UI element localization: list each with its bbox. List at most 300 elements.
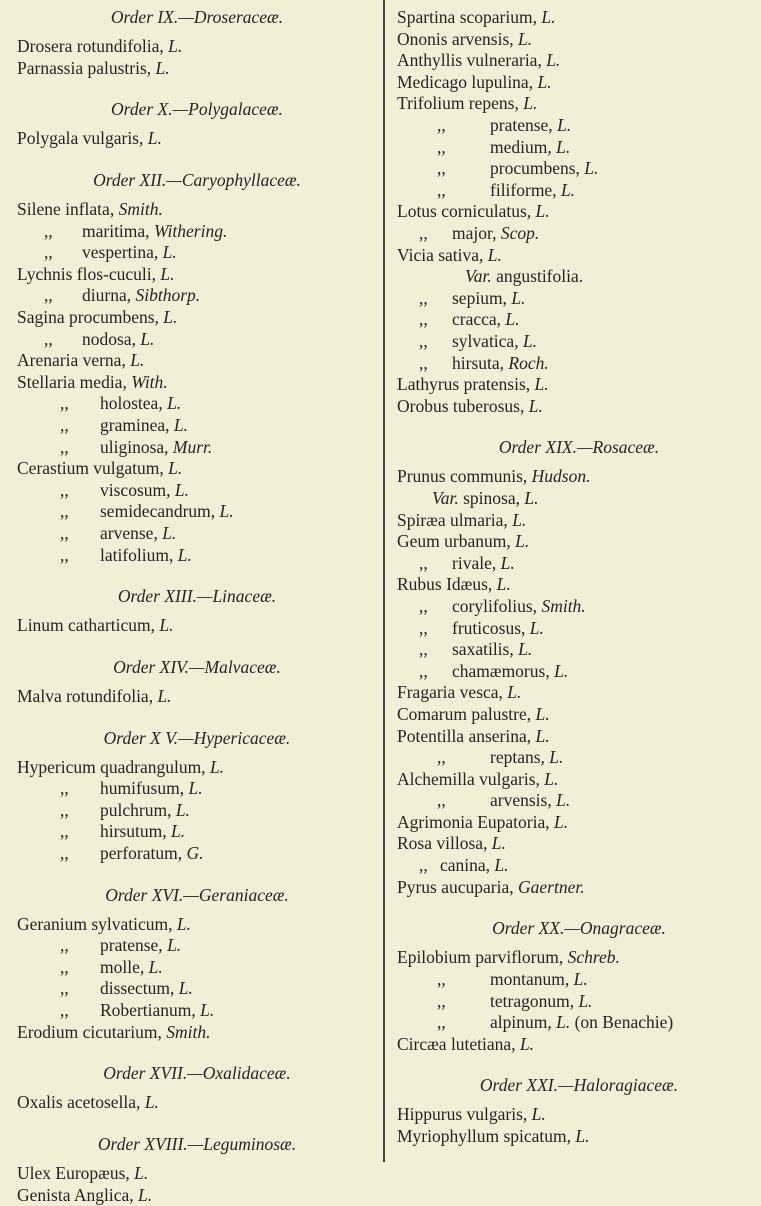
authority: L.	[175, 799, 190, 820]
authority: L.	[557, 114, 572, 135]
right-column	[397, 7, 761, 1148]
species-name: hirsuta,	[452, 352, 509, 373]
entry-text	[397, 877, 585, 897]
authority: L.	[494, 855, 509, 876]
species-name: Geum urbanum,	[397, 531, 516, 552]
ditto-mark: ,,	[44, 285, 53, 306]
species-entry	[397, 947, 761, 969]
species-entry	[397, 682, 761, 704]
species-entry	[17, 800, 377, 822]
species-name: Lotus corniculatus,	[397, 201, 536, 222]
species-name: Silene inflata,	[17, 199, 119, 220]
species-name: maritima,	[82, 220, 154, 241]
ditto-mark: ,,	[60, 1000, 69, 1021]
species-entry	[17, 1163, 377, 1185]
species-name: procumbens,	[490, 158, 585, 179]
species-entry	[397, 969, 761, 991]
authority: L.	[200, 1000, 215, 1021]
entry-text	[397, 1034, 534, 1054]
entry-text	[397, 704, 550, 724]
species-entry	[397, 93, 761, 115]
entry-text	[397, 72, 552, 92]
species-entry	[17, 978, 377, 1000]
entry-text	[397, 553, 515, 573]
species-name: diurna,	[82, 285, 136, 306]
species-entry	[397, 790, 761, 812]
species-name: Medicago lupulina,	[397, 71, 538, 92]
order-heading: Order X V.—Hypericaceæ.	[103, 727, 291, 748]
entry-text	[397, 137, 570, 157]
entry-text	[432, 488, 538, 508]
ditto-mark: ,,	[419, 222, 428, 243]
authority: L.	[487, 244, 502, 265]
ditto-mark: ,,	[437, 158, 446, 179]
species-entry	[17, 372, 377, 394]
ditto-mark: ,,	[419, 595, 428, 616]
species-entry	[397, 180, 761, 202]
entry-text	[17, 36, 182, 56]
species-entry	[17, 393, 377, 415]
authority: L.	[537, 71, 552, 92]
entry-text	[17, 1092, 159, 1112]
species-name: tetragonum,	[490, 990, 579, 1011]
entry-text	[17, 480, 189, 500]
species-name: Spiræa ulmaria,	[397, 509, 513, 530]
authority: L.	[159, 615, 174, 636]
species-entry	[397, 137, 761, 159]
column-divider	[383, 0, 385, 1162]
species-name: Hippurus vulgaris,	[397, 1104, 532, 1125]
species-name: Myriophyllum spicatum,	[397, 1126, 576, 1146]
species-name: Pyrus aucuparia,	[397, 876, 519, 897]
authority: L.	[529, 617, 544, 638]
entry-text	[397, 769, 558, 789]
entry-text	[17, 800, 190, 820]
authority: Hudson.	[531, 466, 591, 487]
species-entry	[17, 1022, 377, 1044]
species-name: arvense,	[100, 522, 163, 543]
species-name: Robertianum,	[100, 1000, 201, 1021]
entry-text	[17, 545, 192, 565]
species-entry	[397, 812, 761, 834]
authority: Scop.	[500, 222, 540, 243]
ditto-mark: ,,	[60, 935, 69, 956]
species-name: Rubus Idæus,	[397, 574, 497, 595]
species-name: graminea,	[100, 415, 174, 435]
authority: Smith.	[166, 1021, 211, 1042]
entry-text	[397, 93, 537, 113]
authority: L.	[560, 179, 576, 200]
entry-text	[397, 726, 550, 746]
species-entry	[397, 726, 761, 748]
species-name: Comarum palustre,	[397, 703, 536, 724]
entry-text	[17, 821, 185, 841]
authority: L.	[544, 768, 559, 789]
authority: L.	[553, 811, 569, 832]
ditto-mark: ,,	[437, 747, 446, 768]
species-name: Malva rotundifolia,	[17, 685, 158, 706]
order-heading: Order XIII.—Linaceæ.	[117, 586, 277, 607]
order-heading: Order XIV.—Malvaceæ.	[113, 656, 281, 677]
order-heading: Order XVII.—Oxalidaceæ.	[103, 1063, 291, 1084]
species-entry	[397, 488, 761, 510]
entry-text	[397, 991, 593, 1011]
species-entry	[397, 1104, 761, 1126]
species-name: Polygala vulgaris,	[17, 128, 148, 149]
ditto-mark: ,,	[60, 393, 69, 414]
authority: L.	[507, 682, 522, 703]
entry-text	[17, 307, 177, 327]
ditto-mark: ,,	[437, 114, 446, 135]
authority: With.	[131, 371, 168, 392]
entry-text	[17, 58, 170, 78]
ditto-mark: ,,	[437, 136, 446, 157]
species-name: Stellaria media,	[17, 371, 132, 392]
entry-text	[397, 466, 591, 486]
species-name: Oxalis acetosella,	[17, 1092, 145, 1113]
authority: L.	[535, 201, 550, 222]
species-name: semidecandrum,	[100, 501, 220, 522]
order-heading: Order XXI.—Haloragiaceæ.	[479, 1075, 679, 1096]
species-name: Lathyrus pratensis,	[397, 374, 535, 395]
authority: L.	[176, 913, 192, 934]
entry-text	[397, 115, 571, 135]
species-entry	[17, 437, 377, 459]
species-name: sepium,	[452, 287, 512, 308]
authority: L.	[173, 415, 188, 435]
species-entry	[397, 1012, 761, 1034]
authority: L.	[573, 968, 588, 989]
ditto-mark: ,,	[60, 415, 69, 435]
authority: L.	[512, 509, 527, 530]
species-entry	[17, 1185, 377, 1206]
species-name: Epilobium parviflorum,	[397, 947, 568, 968]
species-name: holostea,	[100, 393, 168, 414]
species-entry	[17, 285, 377, 307]
species-name: Vicia sativa,	[397, 244, 488, 265]
entry-text	[17, 1185, 152, 1205]
entry-text	[397, 50, 560, 70]
entry-text	[17, 957, 163, 977]
species-entry	[397, 288, 761, 310]
species-entry	[397, 618, 761, 640]
species-name: saxatilis,	[452, 639, 519, 660]
species-name: humifusum,	[100, 778, 189, 799]
authority: L.	[168, 458, 183, 479]
species-entry	[397, 353, 761, 375]
entry-text	[397, 309, 520, 329]
entry-text	[17, 393, 181, 413]
authority: L.	[162, 522, 177, 543]
entry-text	[397, 331, 537, 351]
species-entry	[17, 36, 377, 58]
species-entry	[17, 778, 377, 800]
entry-text	[17, 437, 212, 457]
authority: L.	[134, 1163, 149, 1184]
ditto-mark: ,,	[437, 1012, 446, 1033]
ditto-mark: ,,	[419, 330, 428, 351]
species-entry	[17, 242, 377, 264]
authority: L.	[496, 574, 511, 595]
authority: G.	[186, 843, 204, 863]
entry-text	[17, 372, 168, 392]
species-name: Alchemilla vulgaris,	[397, 768, 545, 789]
species-entry	[397, 158, 761, 180]
species-name: Arenaria verna,	[17, 350, 131, 371]
species-name: Hypericum quadrangulum,	[17, 756, 210, 777]
species-entry	[17, 501, 377, 523]
authority: L.	[174, 479, 189, 500]
authority: L.	[155, 57, 170, 78]
authority: L.	[500, 552, 515, 573]
authority: L.	[167, 393, 182, 414]
authority: Withering.	[153, 220, 228, 241]
entry-text	[17, 843, 204, 863]
authority: L.	[178, 978, 193, 999]
species-entry	[397, 374, 761, 396]
entry-text	[397, 574, 511, 594]
authority: L.	[554, 660, 569, 681]
species-entry	[397, 833, 761, 855]
authority: L.	[130, 350, 145, 371]
species-entry	[397, 596, 761, 618]
authority: L.	[162, 242, 177, 263]
authority: Sibthorp.	[135, 285, 201, 306]
entry-text	[17, 501, 234, 521]
ditto-mark: ,,	[437, 790, 446, 811]
authority: L.	[524, 487, 539, 508]
species-entry	[397, 331, 761, 353]
entry-text	[17, 1163, 148, 1183]
species-name: Trifolium repens,	[397, 93, 524, 114]
species-name: pulchrum,	[100, 799, 176, 820]
left-column	[17, 7, 377, 1206]
species-entry	[397, 466, 761, 488]
entry-text	[397, 747, 563, 767]
entry-text	[397, 855, 509, 875]
species-name: arvensis,	[490, 790, 557, 811]
species-entry	[397, 223, 761, 245]
species-name: viscosum,	[100, 479, 175, 500]
entry-text	[17, 914, 191, 934]
species-name: Agrimonia Eupatoria,	[397, 811, 554, 832]
entry-text	[397, 682, 521, 702]
entry-text	[17, 615, 174, 635]
species-entry	[17, 935, 377, 957]
entry-text	[17, 128, 162, 148]
entry-text	[17, 199, 163, 219]
authority: L.	[148, 956, 163, 977]
entry-text	[17, 242, 177, 262]
authority: L.	[519, 1033, 535, 1054]
authority: L.	[531, 1104, 546, 1125]
species-entry	[397, 747, 761, 769]
species-entry	[17, 458, 377, 480]
entry-text	[397, 7, 555, 27]
species-entry	[397, 266, 761, 288]
ditto-mark: ,,	[60, 821, 69, 842]
ditto-mark: ,,	[60, 778, 69, 799]
species-entry	[17, 757, 377, 779]
entry-text	[17, 1022, 210, 1042]
order-heading: Order X.—Polygalaceæ.	[111, 99, 283, 120]
entry-text	[17, 523, 176, 543]
authority: Smith.	[541, 595, 586, 616]
species-entry	[17, 843, 377, 865]
authority: Gaertner.	[518, 876, 585, 897]
authority: L.	[549, 747, 564, 768]
species-entry	[397, 639, 761, 661]
entry-text	[397, 1126, 590, 1146]
entry-text	[17, 978, 193, 998]
species-name: fruticosus,	[452, 617, 530, 638]
authority: L.	[518, 28, 533, 49]
ditto-mark: ,,	[60, 501, 69, 522]
authority: Murr.	[172, 436, 213, 457]
species-name: alpinum,	[490, 1012, 557, 1033]
species-name: dissectum,	[100, 978, 179, 999]
entry-text	[397, 790, 570, 810]
species-name: Orobus tuberosus,	[397, 395, 529, 416]
authority: L.	[163, 307, 178, 328]
authority: Roch.	[508, 352, 549, 373]
species-entry	[17, 1092, 377, 1114]
species-name: vespertina,	[82, 242, 163, 263]
entry-text	[397, 288, 525, 308]
species-name: hirsutum,	[100, 821, 171, 842]
species-name: Drosera rotundifolia,	[17, 36, 169, 57]
ditto-mark: ,,	[60, 544, 69, 565]
species-name: Prunus communis,	[397, 466, 532, 487]
entry-text	[17, 1000, 214, 1020]
species-entry	[397, 510, 761, 532]
authority: L.	[160, 263, 175, 284]
authority: L.	[541, 7, 556, 27]
ditto-mark: ,,	[419, 309, 428, 330]
entry-text	[397, 158, 598, 178]
entry-text	[17, 329, 154, 349]
species-entry	[17, 307, 377, 329]
entry-text	[397, 396, 543, 416]
ditto-mark: ,,	[419, 352, 428, 373]
species-name: Genista Anglica,	[17, 1184, 139, 1205]
entry-text	[17, 264, 175, 284]
species-entry	[397, 553, 761, 575]
species-entry	[397, 115, 761, 137]
authority: L.	[584, 158, 599, 179]
species-entry	[397, 245, 761, 267]
order-heading: Order XIX.—Rosaceæ.	[498, 437, 660, 458]
species-name: Anthyllis vulneraria,	[397, 50, 547, 71]
order-heading: Order IX.—Droseraceæ.	[110, 7, 284, 27]
ditto-mark: ,,	[60, 799, 69, 820]
authority: L.	[147, 128, 162, 149]
species-name: Parnassia palustris,	[17, 57, 156, 78]
species-entry	[397, 309, 761, 331]
order-heading: Order XVIII.—Leguminosæ.	[97, 1133, 297, 1154]
species-entry	[17, 415, 377, 437]
species-entry	[17, 686, 377, 708]
authority: L.	[522, 330, 538, 351]
authority: L.	[578, 990, 593, 1011]
authority: L.	[167, 935, 182, 956]
species-entry	[17, 957, 377, 979]
species-entry	[397, 72, 761, 94]
species-name: Lychnis flos-cuculi,	[17, 263, 161, 284]
ditto-mark: ,,	[44, 220, 53, 241]
species-entry	[397, 7, 761, 29]
species-name: Sagina procumbens,	[17, 307, 164, 328]
locality-note: (on Benachie)	[570, 1012, 674, 1033]
ditto-mark: ,,	[419, 660, 428, 681]
ditto-mark: ,,	[60, 522, 69, 543]
variety-label: Var.	[465, 266, 492, 287]
authority: L.	[157, 685, 172, 706]
species-name: Linum catharticum,	[17, 615, 160, 636]
authority: L.	[140, 328, 155, 349]
entry-text	[397, 833, 506, 853]
species-entry	[17, 264, 377, 286]
entry-text	[397, 947, 620, 967]
species-entry	[17, 199, 377, 221]
entry-text	[17, 935, 181, 955]
species-entry	[397, 704, 761, 726]
species-entry	[17, 480, 377, 502]
entry-text	[397, 180, 575, 200]
authority: L.	[144, 1092, 159, 1113]
species-name: sylvatica,	[452, 330, 523, 351]
species-name: Potentilla anserina,	[397, 725, 536, 746]
authority: L.	[515, 531, 530, 552]
species-name: rivale,	[452, 552, 501, 573]
entry-text	[397, 374, 549, 394]
authority: L.	[491, 833, 506, 854]
species-name: chamæmorus,	[452, 660, 555, 681]
variety-label: Var.	[432, 487, 459, 508]
authority: L.	[546, 50, 561, 71]
species-name: major,	[452, 222, 501, 243]
species-entry	[397, 396, 761, 418]
ditto-mark: ,,	[419, 617, 428, 638]
species-entry	[397, 1034, 761, 1056]
authority: Schreb.	[567, 947, 620, 968]
species-name: filiforme,	[490, 179, 561, 200]
species-entry	[17, 128, 377, 150]
species-entry	[397, 1126, 761, 1148]
species-name: medium,	[490, 136, 557, 157]
authority: L.	[528, 395, 543, 416]
species-entry	[397, 661, 761, 683]
entry-text	[397, 245, 502, 265]
entry-text	[397, 1104, 546, 1124]
species-entry	[397, 29, 761, 51]
entry-text	[397, 969, 588, 989]
species-entry	[397, 769, 761, 791]
species-entry	[17, 545, 377, 567]
authority: L.	[209, 756, 225, 777]
ditto-mark: ,,	[437, 990, 446, 1011]
ditto-mark: ,,	[419, 639, 428, 660]
species-entry	[17, 58, 377, 80]
authority: L.	[170, 821, 186, 842]
species-name: montanum,	[490, 968, 574, 989]
species-name: Geranium sylvaticum,	[17, 913, 177, 934]
species-entry	[397, 574, 761, 596]
species-entry	[397, 531, 761, 553]
species-name: Fragaria vesca,	[397, 682, 508, 703]
order-heading: Order XVI.—Geraniaceæ.	[105, 884, 289, 905]
species-entry	[17, 914, 377, 936]
